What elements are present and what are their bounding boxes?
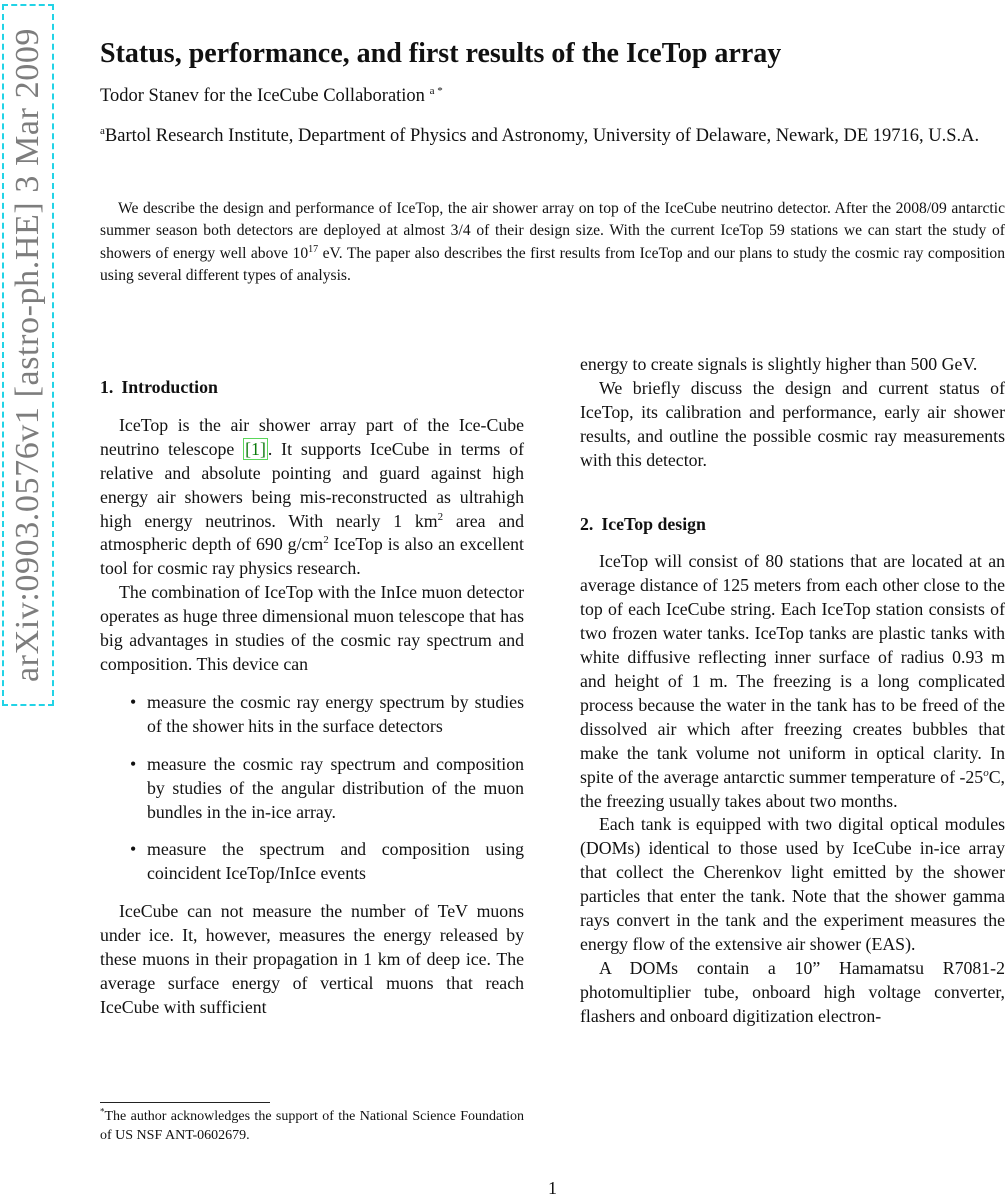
section-heading-icetop-design: [580, 513, 1005, 537]
abstract-exponent: 17: [308, 243, 319, 255]
design-paragraph-3: A DOMs contain a 10” Hamamatsu R7081-2 photomultiplier tube, onboard high voltage converter, flashers and onboard digitization electron-: [580, 957, 1005, 1026]
section-heading-introduction: [100, 376, 524, 400]
section-number: 2.: [580, 513, 594, 534]
text: area and atmospheric depth of 690 g/cm: [100, 510, 524, 555]
degree-sign: o: [983, 766, 989, 779]
intro-paragraph-3-continued: energy to create signals is slightly higher than 500 GeV.: [580, 354, 978, 374]
capability-list: [100, 691, 524, 886]
affiliation-mark: a: [100, 124, 105, 137]
intro-paragraph-4: We briefly discuss the design and current status of IceTop, its calibration and performance, early air shower results, and outline the possible cosmic ray measurements with this detector.: [580, 377, 1005, 470]
list-item: • measure the cosmic ray spectrum and composition by studies of the angular distribution of the muon bundles in the in-ice array.: [100, 753, 524, 825]
author-name: Todor Stanev for the IceCube Collaboration: [100, 86, 425, 106]
footnote-rule: [100, 1102, 270, 1103]
footnote: [100, 1107, 524, 1145]
column-right: [580, 353, 1005, 1029]
abstract-text-2: eV. The paper also describes the first results from IceTop and our plans to study the cosmic ray composition using several different types of analysis.: [100, 244, 1005, 285]
design-paragraph-2: Each tank is equipped with two digital optical modules (DOMs) identical to those used by IceCube in-ice array that collect the Cherenkov light emitted by the shower particles that enter the tank. Note that the shower gamma rays convert in the tank and the experiment measures the energy flow of the extensive air shower (EAS).: [580, 814, 1005, 954]
affiliation: [100, 124, 1005, 148]
intro-paragraph-3: IceCube can not measure the number of TeV muons under ice. It, however, measures the energy released by these muons in their propagation in 1 km of deep ice. The average surface energy of vertical muons that reach IceCube with sufficient: [100, 901, 524, 1017]
section-title: Introduction: [121, 377, 218, 397]
column-left: [100, 376, 524, 1020]
exponent: 2: [323, 534, 329, 547]
section-number: 1.: [100, 377, 114, 397]
text: . It supports IceCube in terms of relative and absolute pointing and guard against high energy air showers being mis-reconstructed as ultrahigh high energy neutrinos. With nearly 1 km: [100, 438, 524, 531]
text: IceTop will consist of 80 stations that are located at an average distance of 125 meters from each other close to the top of each IceCube string. Each IceTop station consists of two frozen water tanks. IceTop tanks are plastic tanks with white diffusive reflecting inner surface of radius 0.93 m and height of 1 m. The freezing is a long complicated process because the water in the tank has to be freed of the dissolved air which after freezing creates bubbles that make the tank volume not uniform in optical clarity. In spite of the average antarctic summer temperature of -25: [580, 551, 1005, 787]
arxiv-id: arXiv:0903.0576v1 [astro-ph.HE] 3 Mar 2009: [9, 27, 46, 683]
list-item: • measure the spectrum and composition using coincident IceTop/InIce events: [100, 838, 524, 886]
abstract: [100, 198, 1005, 288]
text: IceTop is the air shower array part of the Ice-Cube neutrino telescope: [100, 414, 524, 459]
intro-paragraph-1: [100, 414, 524, 581]
section-title: IceTop design: [601, 513, 706, 534]
author-line: [100, 86, 443, 107]
abstract-text-1: We describe the design and performance of IceTop, the air shower array on top of the IceCube neutrino detector. After the 2008/09 antarctic summer season both detectors are deployed at almost 3/4 of their design size. With the current IceTop 59 stations we can start the study of showers of energy well above 10: [100, 200, 1005, 262]
text: IceTop is also an excellent tool for cosmic ray physics research.: [100, 534, 524, 579]
author-marks: a *: [429, 84, 443, 97]
text: C, the freezing usually takes about two months.: [580, 766, 1005, 811]
intro-paragraph-2: The combination of IceTop with the InIce muon detector operates as huge three dimensional muon telescope that has big advantages in studies of the cosmic ray spectrum and composition. This device can: [100, 582, 524, 674]
footnote-text: The author acknowledges the support of the National Science Foundation of US NSF ANT-0602679.: [100, 1109, 524, 1143]
affiliation-text: Bartol Research Institute, Department of Physics and Astronomy, University of Delaware, Newark, DE 19716, U.S.A.: [104, 126, 980, 146]
page-number: 1: [548, 1178, 557, 1198]
arxiv-stamp: [2, 4, 54, 706]
paper-title: Status, performance, and first results of the IceTop array: [100, 38, 782, 69]
citation-link[interactable]: [1]: [245, 438, 266, 459]
footnote-mark: *: [100, 1106, 105, 1117]
design-paragraph-1: [580, 550, 1005, 813]
exponent: 2: [437, 510, 444, 523]
list-item: • measure the cosmic ray energy spectrum by studies of the shower hits in the surface detectors: [100, 691, 524, 739]
